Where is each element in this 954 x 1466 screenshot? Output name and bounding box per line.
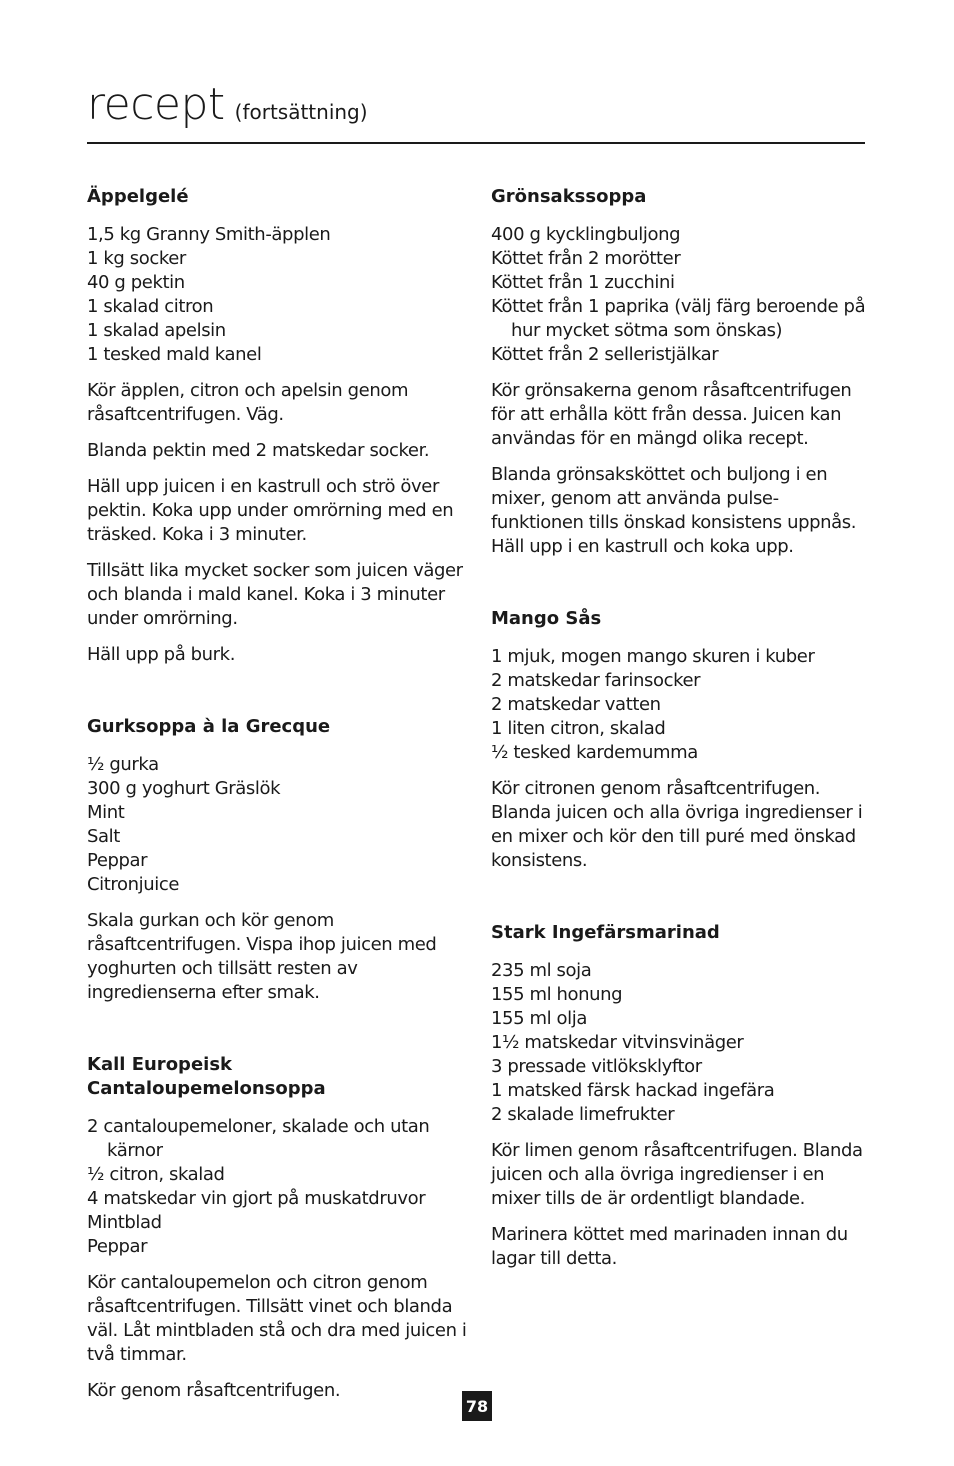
left-column [87,185,467,1451]
recipe-title: Stark Ingefärsmarinad [491,922,720,943]
recipe-appelgele [87,185,467,667]
recipe-mango-sas [491,607,871,873]
ingredient-item: Peppar [87,850,148,871]
instruction-step: Blanda pektin med 2 matskedar socker. [87,440,430,461]
ingredient-list [491,223,871,367]
ingredient-item: Citronjuice [87,874,180,895]
ingredient-item: 2 skalade limefrukter [491,1104,675,1125]
ingredient-item: Köttet från 1 paprika (välj färg beroende på hur mycket sötma som önskas) [491,296,866,341]
ingredient-item: 2 cantaloupemeloner, skalade och utan kärnor [87,1116,430,1161]
ingredient-item: ½ gurka [87,754,159,775]
ingredient-item: 4 matskedar vin gjort på muskatdruvor [87,1188,426,1209]
instruction-step: Blanda grönsaksköttet och buljong i en mixer, genom att använda pulse-funktionen tills önskad konsistens uppnås. Häll upp i en kastrull och koka upp. [491,464,857,557]
ingredient-list [491,959,871,1127]
recipe-kall-europeisk-cantaloupemelonsoppa [87,1053,467,1403]
recipe-title: Äppelgelé [87,186,189,207]
ingredient-list [491,645,871,765]
ingredient-item: 1 skalad apelsin [87,320,226,341]
ingredient-item: ½ citron, skalad [87,1164,225,1185]
ingredient-item: 2 matskedar farinsocker [491,670,701,691]
page-subtitle: (fortsättning) [234,100,368,124]
ingredient-item: Mint [87,802,125,823]
page-number: 78 [462,1391,492,1421]
ingredient-list [87,1115,467,1259]
ingredient-item: Mintblad [87,1212,162,1233]
instruction-step: Kör citronen genom råsaftcentrifugen. Blanda juicen och alla övriga ingredienser i en mixer och kör den till puré med önskad konsistens. [491,778,863,871]
ingredient-item: 1 tesked mald kanel [87,344,262,365]
ingredient-item: 1 kg socker [87,248,186,269]
instruction-step: Kör limen genom råsaftcentrifugen. Blanda juicen och alla övriga ingredienser i en mixer tills de är ordentligt blandade. [491,1140,863,1209]
instruction-step: Marinera köttet med marinaden innan du lagar till detta. [491,1224,848,1269]
instruction-step: Kör genom råsaftcentrifugen. [87,1380,341,1401]
recipe-stark-ingefarsmarinad [491,921,871,1271]
ingredient-item: 300 g yoghurt Gräslök [87,778,281,799]
ingredient-item: 2 matskedar vatten [491,694,661,715]
ingredient-item: 1 skalad citron [87,296,214,317]
recipe-title: Gurksoppa à la Grecque [87,716,331,737]
recipe-title: Mango Sås [491,608,602,629]
ingredient-item: ½ tesked kardemumma [491,742,698,763]
ingredient-item: 3 pressade vitlöksklyftor [491,1056,702,1077]
recipe-gurksoppa-a-la-grecque [87,715,467,1005]
instruction-step: Kör grönsakerna genom råsaftcentrifugen för att erhålla kött från dessa. Juicen kan användas för en mängd olika recept. [491,380,852,449]
instruction-step: Kör cantaloupemelon och citron genom råsaftcentrifugen. Tillsätt vinet och blanda väl. Låt mintbladen stå och dra med juicen i två timmar. [87,1272,467,1365]
ingredient-item: 1,5 kg Granny Smith-äpplen [87,224,331,245]
ingredient-item: 235 ml soja [491,960,592,981]
recipe-gronsakssoppa [491,185,871,559]
ingredient-item: Salt [87,826,120,847]
ingredient-item: 1½ matskedar vitvinsvinäger [491,1032,744,1053]
instruction-step: Kör äpplen, citron och apelsin genom råsaftcentrifugen. Väg. [87,380,409,425]
ingredient-item: 1 mjuk, mogen mango skuren i kuber [491,646,815,667]
recipe-title: Grönsakssoppa [491,186,647,207]
ingredient-list [87,753,467,897]
right-column [491,185,871,1319]
instruction-step: Skala gurkan och kör genom råsaftcentrifugen. Vispa ihop juicen med yoghurten och tillsätt resten av ingredienserna efter smak. [87,910,437,1003]
header-rule [87,142,865,144]
ingredient-item: 1 matsked färsk hackad ingefära [491,1080,775,1101]
instruction-step: Tillsätt lika mycket socker som juicen väger och blanda i mald kanel. Koka i 3 minuter under omrörning. [87,560,463,629]
ingredient-item: 40 g pektin [87,272,185,293]
instruction-step: Häll upp juicen i en kastrull och strö över pektin. Koka upp under omrörning med en träsked. Koka i 3 minuter. [87,476,454,545]
ingredient-item: Köttet från 2 morötter [491,248,681,269]
ingredient-list [87,223,467,367]
ingredient-item: 1 liten citron, skalad [491,718,666,739]
page-header [87,80,865,130]
ingredient-item: 155 ml honung [491,984,623,1005]
ingredient-item: Köttet från 2 selleristjälkar [491,344,719,365]
ingredient-item: Peppar [87,1236,148,1257]
page-title: recept [87,79,225,130]
ingredient-item: Köttet från 1 zucchini [491,272,675,293]
instruction-step: Häll upp på burk. [87,644,236,665]
ingredient-item: 155 ml olja [491,1008,587,1029]
recipe-title: Kall Europeisk Cantaloupemelonsoppa [87,1054,326,1099]
ingredient-item: 400 g kycklingbuljong [491,224,681,245]
